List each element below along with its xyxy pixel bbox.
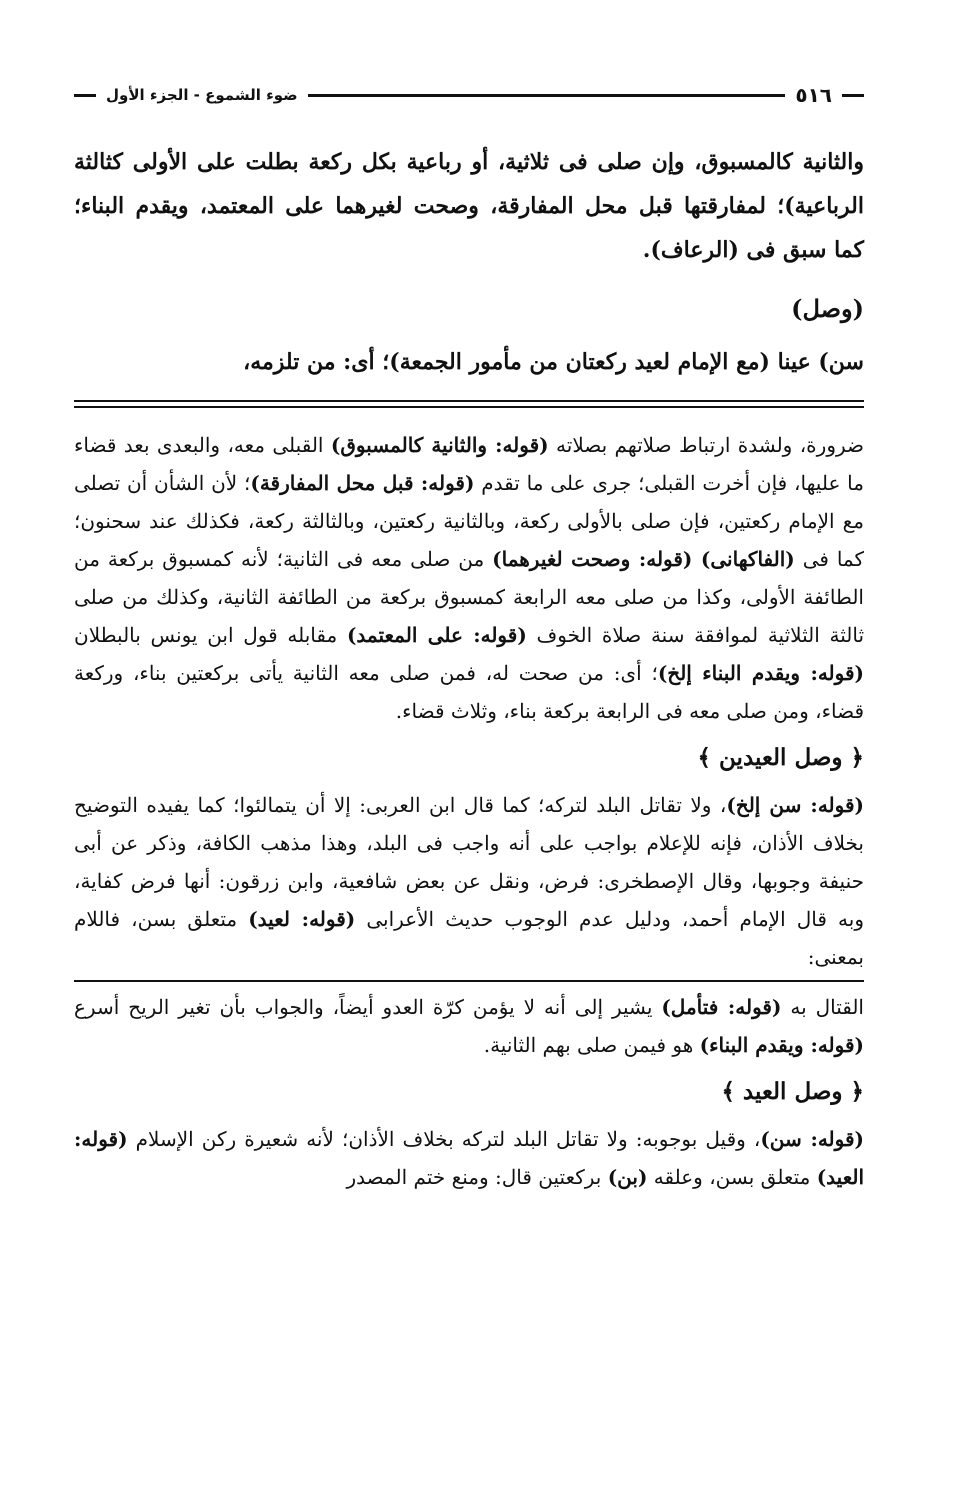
text-run: ؛ لأن الشأن أن تصلى مع الإمام ركعتين، فإن صلى بالأولى ركعة، وبالثانية ركعتين، وبالثالثة ركعة، فكذلك عند سحنون؛ كما فى [74,471,865,571]
commentary-paragraph-1 [74,426,864,730]
commentary-paragraph-2 [74,786,864,976]
main-paragraph: والثانية كالمسبوق، وإن صلى فى ثلاثية، أو رباعية بكل ركعة بطلت على الأولى كثالثة الرباعية)؛ لمفارقتها قبل محل المفارقة، وصحت لغيرهما على المعتمد، ويقدم البناء؛ كما سبق فى (الرعاف). [74,149,864,263]
commentary-heading-eid: ﴿ وصل العيد ﴾ [721,1078,864,1105]
commentary-paragraph-3 [74,988,864,1064]
section-heading: (وصل) [791,294,864,323]
text-run: مقابله قول ابن يونس بالبطلان [74,623,347,647]
bold-citation: (قوله: فتأمل) [661,995,782,1019]
text-run: متعلق بسن، وعلقه [647,1165,817,1189]
text-run: يشير إلى أنه لا يؤمن كرّة العدو أيضاً، والجواب بأن تغير الريح أسرع [74,995,662,1019]
commentary-paragraph-4 [74,1120,864,1196]
text-run: ؛ أى: من صحت له، فمن صلى معه الثانية يأتى بركعتين بناء، وركعة قضاء، ومن صلى معه فى الرابعة بركعة بناء، وثلاث قضاء. [74,661,864,723]
text-run: بركعتين قال: ومنع ختم المصدر [346,1165,608,1189]
text-run: هو فيمن صلى بهم الثانية. [483,1033,700,1057]
section-line: سن) عينا (مع الإمام لعيد ركعتان من مأمور الجمعة)؛ أى: من تلزمه، [243,349,864,375]
bold-citation: (قوله: قبل محل المفارقة) [250,471,475,495]
bold-citation: (قوله: لعيد) [248,907,356,931]
text-run: ضرورة، ولشدة ارتباط صلاتهم بصلاته [548,433,864,457]
text-run: القبلى معه، والبعدى بعد قضاء ما عليها، فإن أخرت القبلى؛ جرى على ما تقدم [74,433,864,495]
text-run: من صلى معه فى الثانية؛ لأنه كمسبوق بركعة من الطائفة الأولى، وكذا من صلى معه الرابعة كمسبوق بركعة من الطائفة الثانية، وكذلك من صلى ثالثة الثلاثية لموافقة سنة صلاة الخوف [74,547,865,647]
bold-citation: (قوله: على المعتمد) [346,623,527,647]
footnote-divider [74,980,864,982]
text-commentary-divider [74,400,864,408]
page [74,78,864,1196]
bold-citation: (قوله: والثانية كالمسبوق) [330,433,549,457]
running-header [74,78,864,112]
header-rule-middle [308,94,786,97]
header-rule-left [74,94,96,97]
main-text [74,140,864,384]
header-rule-right [842,94,864,97]
book-title: ضوء الشموع - الجزء الأول [106,86,298,104]
bold-citation: (قوله: العيد) [74,1127,864,1189]
bold-citation: (قوله: ويقدم البناء) [699,1033,864,1057]
page-number: ٥١٦ [795,83,832,107]
bold-citation: (قوله: سن إلخ) [726,793,864,817]
text-run: القتال به [781,995,864,1019]
commentary [74,426,864,1196]
text-run: ، ولا تقاتل البلد لتركه؛ كما قال ابن العربى: إلا أن يتمالئوا؛ كما يفيده التوضيح بخلاف الأذان، فإنه للإعلام بواجب على أنه واجب فى البلد، وهذا مذهب الكافة، وذكر عن أبى حنيفة وجوبها، وقال الإصطخرى: فرض، ونقل عن بعض شافعية، وابن زرقون: أنها فرض كفاية، وبه قال الإمام أحمد، ودليل عدم الوجوب حديث الأعرابى [74,793,865,931]
bold-citation: (الفاكهانى) (قوله: وصحت لغيرهما) [492,547,795,571]
text-run: متعلق بسن، فاللام بمعنى: [74,907,864,969]
text-run: ، وقيل بوجوبه: ولا تقاتل البلد لتركه بخلاف الأذان؛ لأنه شعيرة ركن الإسلام [127,1127,761,1151]
bold-citation: (قوله: ويقدم البناء إلخ) [657,661,864,685]
commentary-heading-eidain: ﴿ وصل العيدين ﴾ [697,744,864,771]
bold-citation: (قوله: سن) [760,1127,864,1151]
bold-citation: (بن) [607,1165,648,1189]
